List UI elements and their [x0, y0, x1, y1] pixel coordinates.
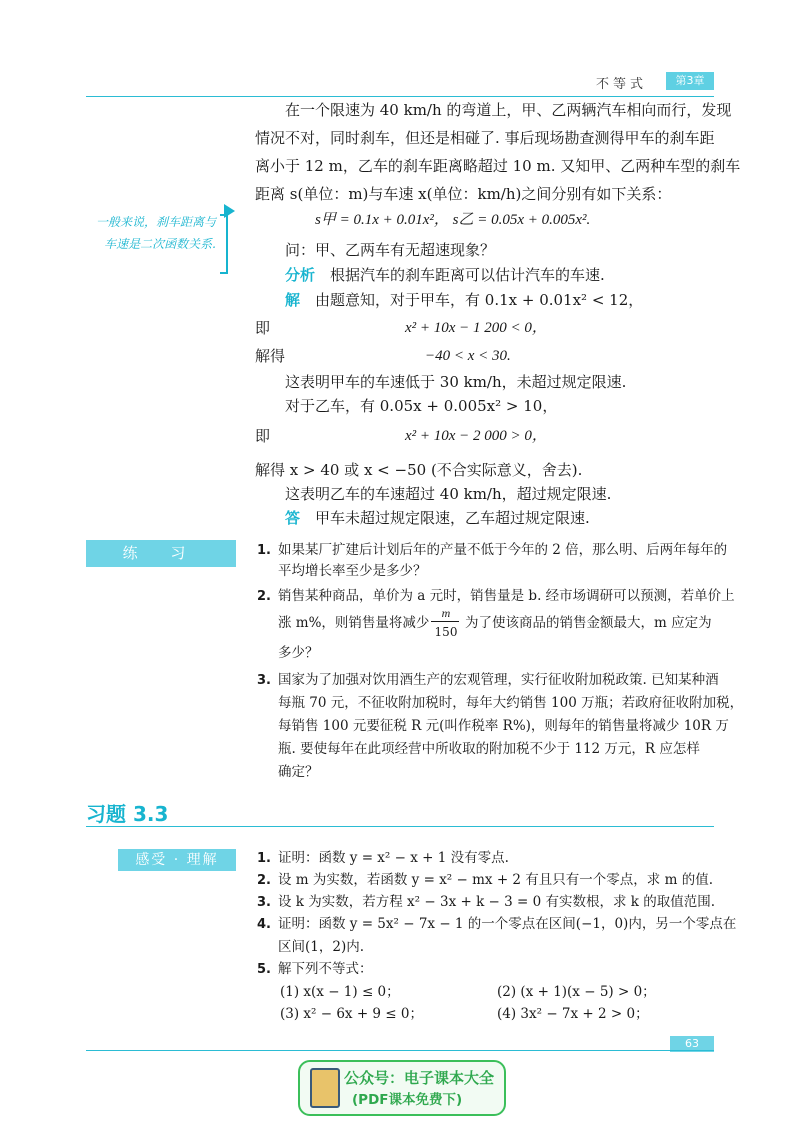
exercise-5-sub-2: (2) (x + 1)(x − 5) > 0； — [497, 984, 656, 1000]
side-note-bracket — [220, 214, 228, 274]
exercise-num-4: 4. — [257, 917, 271, 932]
answer-label: 答 — [285, 509, 301, 527]
exercise-3-text: 设 k 为实数，若方程 x² − 3x + k − 3 = 0 有实数根，求 k 的取值范围. — [278, 894, 716, 910]
jiede-label-1: 解得 — [255, 347, 286, 365]
example-question: 问：甲、乙两车有无超速现象？ — [285, 241, 496, 259]
exercise-num-3: 3. — [257, 895, 271, 910]
car-b-inequality: 对于乙车，有 0.05x + 0.005x² > 10， — [285, 397, 558, 415]
conclusion-car-b: 这表明乙车的车速超过 40 km/h，超过规定限速. — [285, 485, 612, 503]
inequality-1: x² + 10x − 1 200 < 0， — [405, 320, 547, 336]
side-note-arrow-icon — [224, 204, 235, 218]
solution-range-2: 解得 x > 40 或 x < −50 (不合实际意义，舍去). — [255, 461, 583, 479]
analysis-text: 根据汽车的刹车距离可以估计汽车的车速. — [330, 266, 605, 284]
exercises-divider — [86, 826, 714, 827]
conclusion-car-a: 这表明甲车的车速低于 30 km/h，未超过规定限速. — [285, 373, 627, 391]
exercise-5-sub-4: (4) 3x² − 7x + 2 > 0； — [497, 1006, 649, 1022]
practice-2-line-1: 销售某种商品，单价为 a 元时，销售量是 b. 经市场调研可以预测，若单价上 — [278, 588, 735, 604]
fraction-numerator: m — [441, 606, 451, 620]
footer-divider — [86, 1050, 714, 1051]
watermark-badge — [298, 1060, 506, 1116]
practice-2-line-2b: 为了使该商品的销售金额最大，m 应定为 — [465, 615, 712, 631]
exercise-num-1: 1. — [257, 851, 271, 866]
exercise-5-text: 解下列不等式： — [278, 961, 373, 977]
practice-2-line-2: 涨 m%，则销售量将减少 — [278, 615, 430, 631]
practice-1-line-2: 平均增长率至少是多少？ — [278, 563, 427, 579]
answer-text: 甲车未超过规定限速，乙车超过规定限速. — [315, 509, 590, 527]
practice-3-line-3: 每销售 100 元要征税 R 元(叫作税率 R%)，则每年的销售量将减少 10R 万 — [278, 718, 729, 734]
practice-label: 练 习 — [86, 540, 236, 567]
exercise-4-text-2: 区间(1，2)内. — [278, 939, 365, 955]
header-divider — [86, 96, 714, 97]
practice-2-line-3: 多少？ — [278, 645, 319, 661]
braking-formula: s甲 = 0.1x + 0.01x²， s乙 = 0.05x + 0.005x². — [315, 212, 591, 228]
exercise-5-sub-3: (3) x² − 6x + 9 ≤ 0； — [280, 1006, 424, 1022]
header-chapter-badge: 第3章 — [666, 72, 714, 90]
practice-num-1: 1. — [257, 543, 271, 558]
solution-label: 解 — [285, 291, 301, 309]
book-icon — [310, 1068, 340, 1108]
solution-text: 由题意知，对于甲车，有 0.1x + 0.01x² < 12， — [315, 291, 644, 309]
ji-label-2: 即 — [255, 427, 271, 445]
header-book-title: 不等式 — [596, 77, 648, 92]
page-number: 63 — [670, 1036, 714, 1052]
fraction-bar — [431, 621, 459, 622]
watermark-line-2: (PDF课本免费下) — [352, 1092, 463, 1108]
fraction-denominator: 150 — [434, 625, 458, 639]
exercise-num-5: 5. — [257, 962, 271, 977]
exercise-2-text: 设 m 为实数，若函数 y = x² − mx + 2 有且只有一个零点，求 m 的值. — [278, 872, 713, 888]
exercise-4-text: 证明：函数 y = 5x² − 7x − 1 的一个零点在区间(−1，0)内，另一个零点在 — [278, 916, 737, 932]
exercises-title: 习题 3.3 — [86, 802, 169, 826]
watermark-line-1: 公众号：电子课本大全 — [344, 1069, 495, 1087]
example-line-3: 离小于 12 m，乙车的刹车距离略超过 10 m. 又知甲、乙两种车型的刹车 — [255, 157, 741, 175]
practice-num-2: 2. — [257, 589, 271, 604]
practice-1-line-1: 如果某厂扩建后计划后年的产量不低于今年的 2 倍，那么明、后两年每年的 — [278, 542, 728, 558]
exercise-num-2: 2. — [257, 873, 271, 888]
practice-3-line-4: 瓶. 要使每年在此项经营中所收取的附加税不少于 112 万元，R 应怎样 — [278, 741, 700, 757]
practice-3-line-1: 国家为了加强对饮用酒生产的宏观管理，实行征收附加税政策. 已知某种酒 — [278, 672, 719, 688]
practice-num-3: 3. — [257, 673, 271, 688]
exercise-5-sub-1: (1) x(x − 1) ≤ 0； — [280, 984, 400, 1000]
practice-3-line-5: 确定？ — [278, 764, 319, 780]
ji-label-1: 即 — [255, 319, 271, 337]
exercise-1-text: 证明：函数 y = x² − x + 1 没有零点. — [278, 850, 509, 866]
example-line-4: 距离 s(单位：m)与车速 x(单位：km/h)之间分别有如下关系： — [255, 185, 672, 203]
analysis-label: 分析 — [285, 266, 316, 284]
example-line-1: 在一个限速为 40 km/h 的弯道上，甲、乙两辆汽车相向而行，发现 — [285, 101, 732, 119]
practice-3-line-2: 每瓶 70 元，不征收附加税时，每年大约销售 100 万瓶；若政府征收附加税， — [278, 695, 744, 711]
example-line-2: 情况不对，同时刹车，但还是相碰了. 事后现场勘查测得甲车的刹车距 — [255, 129, 715, 147]
understand-section-label: 感受 · 理解 — [118, 849, 236, 871]
inequality-2: x² + 10x − 2 000 > 0， — [405, 428, 547, 444]
side-note: 一般来说，刹车距离与车速是二次函数关系. — [95, 215, 216, 251]
solution-range-1: −40 < x < 30. — [425, 348, 511, 364]
